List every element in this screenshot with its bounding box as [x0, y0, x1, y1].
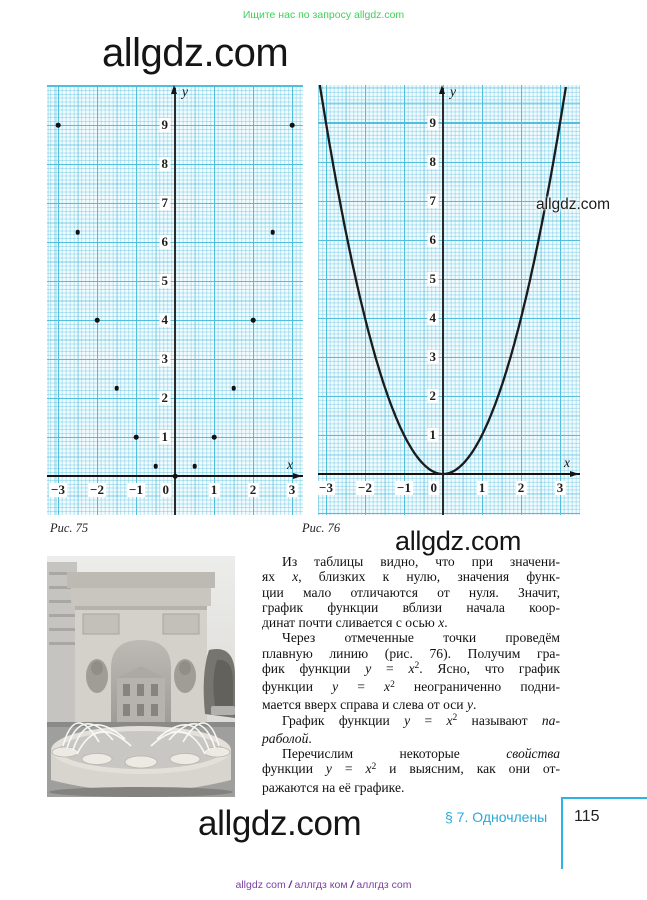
text-run: функции [262, 761, 326, 777]
y-tick-label: 7 [429, 193, 436, 208]
article-line [262, 585, 560, 600]
x-tick-label: 3 [556, 480, 564, 495]
article-line [262, 646, 560, 661]
x-axis-arrow [293, 473, 302, 479]
article-line [262, 600, 560, 615]
y-tick-label: 7 [161, 195, 168, 210]
superscript: 2 [452, 713, 458, 724]
figure-76-graph [318, 85, 580, 515]
article-line [262, 569, 560, 584]
data-point [212, 435, 217, 440]
watermark-on-graph: allgdz.com [536, 196, 611, 213]
y-tick-label: 1 [429, 427, 436, 442]
article-line [262, 554, 560, 569]
text-run: Через отмеченные точки проведём [282, 630, 560, 646]
y-tick-label: 5 [429, 271, 436, 286]
text-run: график функции вблизи начала коор- [262, 599, 560, 615]
italic-run: y [466, 697, 474, 713]
data-point [173, 474, 178, 479]
x-tick-label: 1 [478, 480, 486, 495]
italic-run: y [404, 712, 411, 728]
text-run: динат почти сливается с осью [262, 615, 439, 630]
italic-run: y [332, 679, 339, 694]
article-line [262, 713, 560, 731]
y-tick-label: 4 [429, 310, 436, 325]
italic-run: y [365, 660, 372, 676]
text-run: График функции [282, 712, 405, 728]
photo-right-foliage [204, 649, 235, 718]
y-tick-label: 1 [161, 429, 168, 444]
text-run: , близких к нулю, значения функ- [298, 569, 560, 585]
italic-run: x [438, 615, 445, 630]
italic-run: па- [541, 712, 560, 728]
y-axis-label: y [182, 85, 188, 99]
x-tick-label: −3 [319, 480, 333, 495]
text-run: . Ясно, что график [419, 660, 560, 676]
y-tick-label: 6 [161, 234, 168, 249]
article [262, 554, 560, 795]
x-tick-label: −2 [90, 482, 104, 497]
text-run: ражаются на её графике. [262, 779, 405, 795]
y-tick-label: 8 [429, 154, 436, 169]
data-point [114, 386, 119, 391]
article-line [262, 780, 560, 795]
y-tick-label: 8 [161, 156, 168, 171]
italic-run: раболой [262, 730, 309, 746]
data-point [251, 318, 256, 323]
photo-fountain-arch [47, 556, 235, 797]
footer-link: allgdz com [235, 879, 286, 891]
x-tick-label: −1 [397, 480, 411, 495]
text-run: мается вверх справа и слева от оси [262, 697, 467, 713]
watermark-top: allgdz.com [102, 31, 289, 75]
text-run: = [331, 761, 366, 777]
data-point [231, 386, 236, 391]
data-point [270, 230, 275, 235]
article-line [262, 746, 560, 761]
data-point [56, 123, 61, 128]
y-axis [174, 88, 176, 515]
data-point [153, 464, 158, 469]
superscript: 2 [414, 661, 420, 672]
italic-run: x [384, 679, 391, 694]
x-axis-label: x [564, 455, 570, 470]
x-tick-label: 0 [162, 482, 169, 497]
x-tick-label: 1 [210, 482, 218, 497]
x-tick-label: 0 [430, 480, 437, 495]
text-run: плавную линию (рис. 76). Получим гра- [262, 645, 560, 661]
page-number: 115 [574, 808, 600, 825]
text-run: = [371, 660, 409, 676]
y-tick-label: 4 [161, 312, 168, 327]
superscript: 2 [390, 679, 395, 690]
italic-run: свойства [506, 746, 560, 761]
y-tick-label: 2 [161, 390, 168, 405]
italic-run: y [325, 761, 332, 777]
text-run: ях [262, 569, 293, 585]
section-heading: § 7. Одночлены [445, 809, 548, 825]
watermark-bottom: allgdz.com [198, 804, 362, 843]
italic-run: x [408, 660, 415, 676]
text-run: функции [262, 679, 333, 694]
x-tick-label: 2 [249, 482, 257, 497]
italic-run: x [292, 569, 299, 585]
y-axis-arrow [171, 85, 177, 94]
x-tick-label: −2 [358, 480, 372, 495]
text-run: = [410, 712, 447, 728]
watermark-mid: allgdz.com [395, 526, 522, 556]
x-tick-label: −1 [129, 482, 143, 497]
text-run: = [338, 679, 385, 694]
text-run: фик функции [262, 660, 366, 676]
italic-run: x [446, 712, 453, 728]
footer-slash: / [347, 879, 357, 891]
text-run: . [473, 697, 477, 713]
text-run: называют [457, 712, 542, 728]
article-line [262, 731, 560, 746]
figure-75-graph [47, 85, 303, 515]
y-tick-label: 9 [429, 115, 436, 130]
x-tick-label: −3 [51, 482, 65, 497]
superscript: 2 [371, 761, 377, 772]
x-tick-label: 2 [517, 480, 525, 495]
text-run: неограниченно подни- [394, 679, 560, 694]
article-line [262, 761, 560, 779]
text-run: Из таблицы видно, что при значени- [282, 554, 560, 569]
parabola-curve [318, 85, 580, 515]
y-tick-label: 3 [429, 349, 436, 364]
y-tick-label: 6 [429, 232, 436, 247]
y-tick-label: 2 [429, 388, 436, 403]
photo-building-through-arch [117, 666, 165, 730]
text-run: и выясним, как они от- [376, 761, 560, 777]
data-point [192, 464, 197, 469]
footer-link: аллгдз com [356, 879, 412, 891]
footer-link: аллгдз ком [294, 879, 348, 891]
y-tick-label: 5 [161, 273, 168, 288]
figure-75-caption: Рис. 75 [50, 521, 89, 535]
data-point [290, 123, 295, 128]
x-axis-label: x [287, 457, 293, 472]
data-point [95, 318, 100, 323]
promo-text: Ищите нас по запросу allgdz.com [242, 9, 405, 21]
photo-arch-monument [67, 572, 215, 730]
text-run: ции мало отличаются от нуля. Значит, [262, 584, 560, 600]
y-tick-label: 9 [161, 117, 168, 132]
data-point [75, 230, 80, 235]
data-point [134, 435, 139, 440]
article-line [262, 697, 560, 712]
x-tick-label: 3 [288, 482, 296, 497]
text-run: Перечислим некоторые [282, 746, 507, 761]
y-tick-label: 3 [161, 351, 168, 366]
footer-slash: / [285, 879, 295, 891]
article-line [262, 679, 560, 697]
article-line [262, 630, 560, 645]
article-line [262, 615, 560, 630]
figure-76-caption: Рис. 76 [302, 521, 341, 535]
footer-links [236, 879, 412, 891]
text-run: . [444, 615, 448, 630]
text-run: . [308, 730, 312, 746]
italic-run: x [365, 761, 372, 777]
y-axis-label: y [450, 85, 456, 99]
article-line [262, 661, 560, 679]
